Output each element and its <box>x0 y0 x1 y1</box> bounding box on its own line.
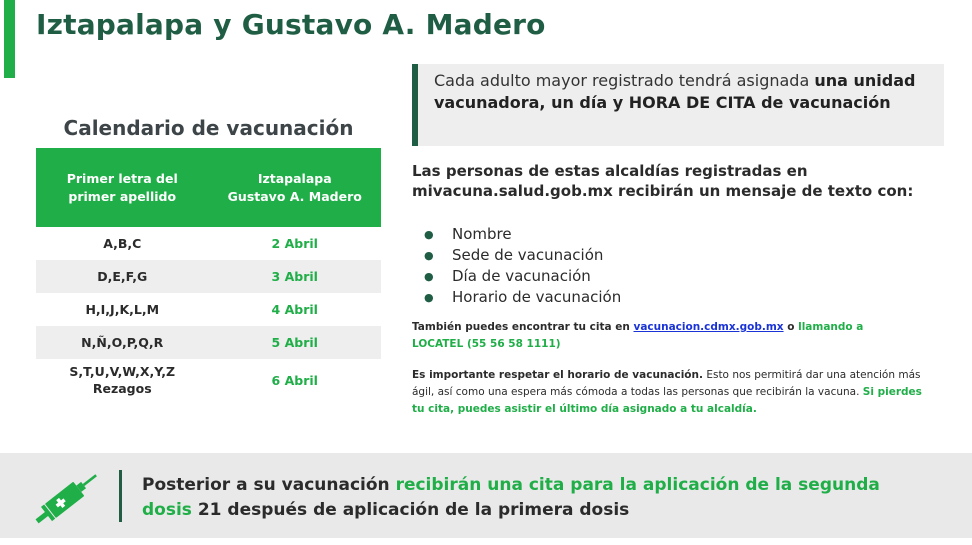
calendar-table <box>36 148 381 401</box>
header-first-letter: Primer letra del primer apellido <box>36 148 209 227</box>
table-row <box>36 326 381 359</box>
table-row <box>36 260 381 293</box>
bullet-dot-icon: ● <box>424 291 434 304</box>
table-row <box>36 293 381 326</box>
appointment-callout: Cada adulto mayor registrado tendrá asignada una unidad vacunadora, un día y HORA DE CITA de vacunación <box>412 64 944 146</box>
bullet-dot-icon: ● <box>424 249 434 262</box>
row-letters: A,B,C <box>103 236 142 251</box>
calendar-header-row <box>36 148 381 227</box>
sms-intro: Las personas de estas alcaldías registradas en mivacuna.salud.gob.mx recibirán un mensaje de texto con: <box>412 162 914 200</box>
syringe-icon <box>28 463 106 533</box>
list-item: ● Sede de vacunación <box>424 246 604 264</box>
list-item: ● Nombre <box>424 225 512 243</box>
row-letters: S,T,U,V,W,X,Y,Z Rezagos <box>69 364 176 396</box>
title-accent-bar <box>4 0 15 78</box>
row-date: 3 Abril <box>209 260 382 293</box>
table-row <box>36 227 381 260</box>
row-date: 4 Abril <box>271 302 318 317</box>
row-letters: N,Ñ,O,P,Q,R <box>36 326 209 359</box>
header-alcaldias: Iztapalapa Gustavo A. Madero <box>209 148 382 227</box>
banner-divider <box>119 470 122 522</box>
schedule-note: Es importante respetar el horario de vacunación. Esto nos permitirá dar una atención más ágil, así como una espera más cómoda a todas las personas que recibirán la vacuna. Si pierdes tu cita, puedes asistir el último día asignado a tu alcaldía. <box>412 369 922 415</box>
second-dose-text: Posterior a su vacunación recibirán una cita para la aplicación de la segunda dosis 21 después de aplicación de la primera dosis <box>142 475 880 520</box>
second-dose-banner <box>0 453 972 538</box>
calendar-title: Calendario de vacunación <box>63 116 354 140</box>
sms-content-list <box>424 224 621 308</box>
locatel-note: También puedes encontrar tu cita en vacunacion.cdmx.gob.mx o llamando a LOCATEL (55 56 58 1111) <box>412 321 864 350</box>
page-title: Iztapalapa y Gustavo A. Madero <box>36 8 546 41</box>
bullet-dot-icon: ● <box>424 228 434 241</box>
row-date: 2 Abril <box>271 236 318 251</box>
row-date: 6 Abril <box>271 372 318 388</box>
row-letters: H,I,J,K,L,M <box>85 302 160 317</box>
list-item: ● Horario de vacunación <box>424 288 622 306</box>
bullet-dot-icon: ● <box>424 270 434 283</box>
row-date: 5 Abril <box>209 326 382 359</box>
row-letters: D,E,F,G <box>36 260 209 293</box>
vacunacion-link[interactable]: vacunacion.cdmx.gob.mx <box>633 321 784 333</box>
list-item: ● Día de vacunación <box>424 267 591 285</box>
table-row <box>36 359 381 401</box>
